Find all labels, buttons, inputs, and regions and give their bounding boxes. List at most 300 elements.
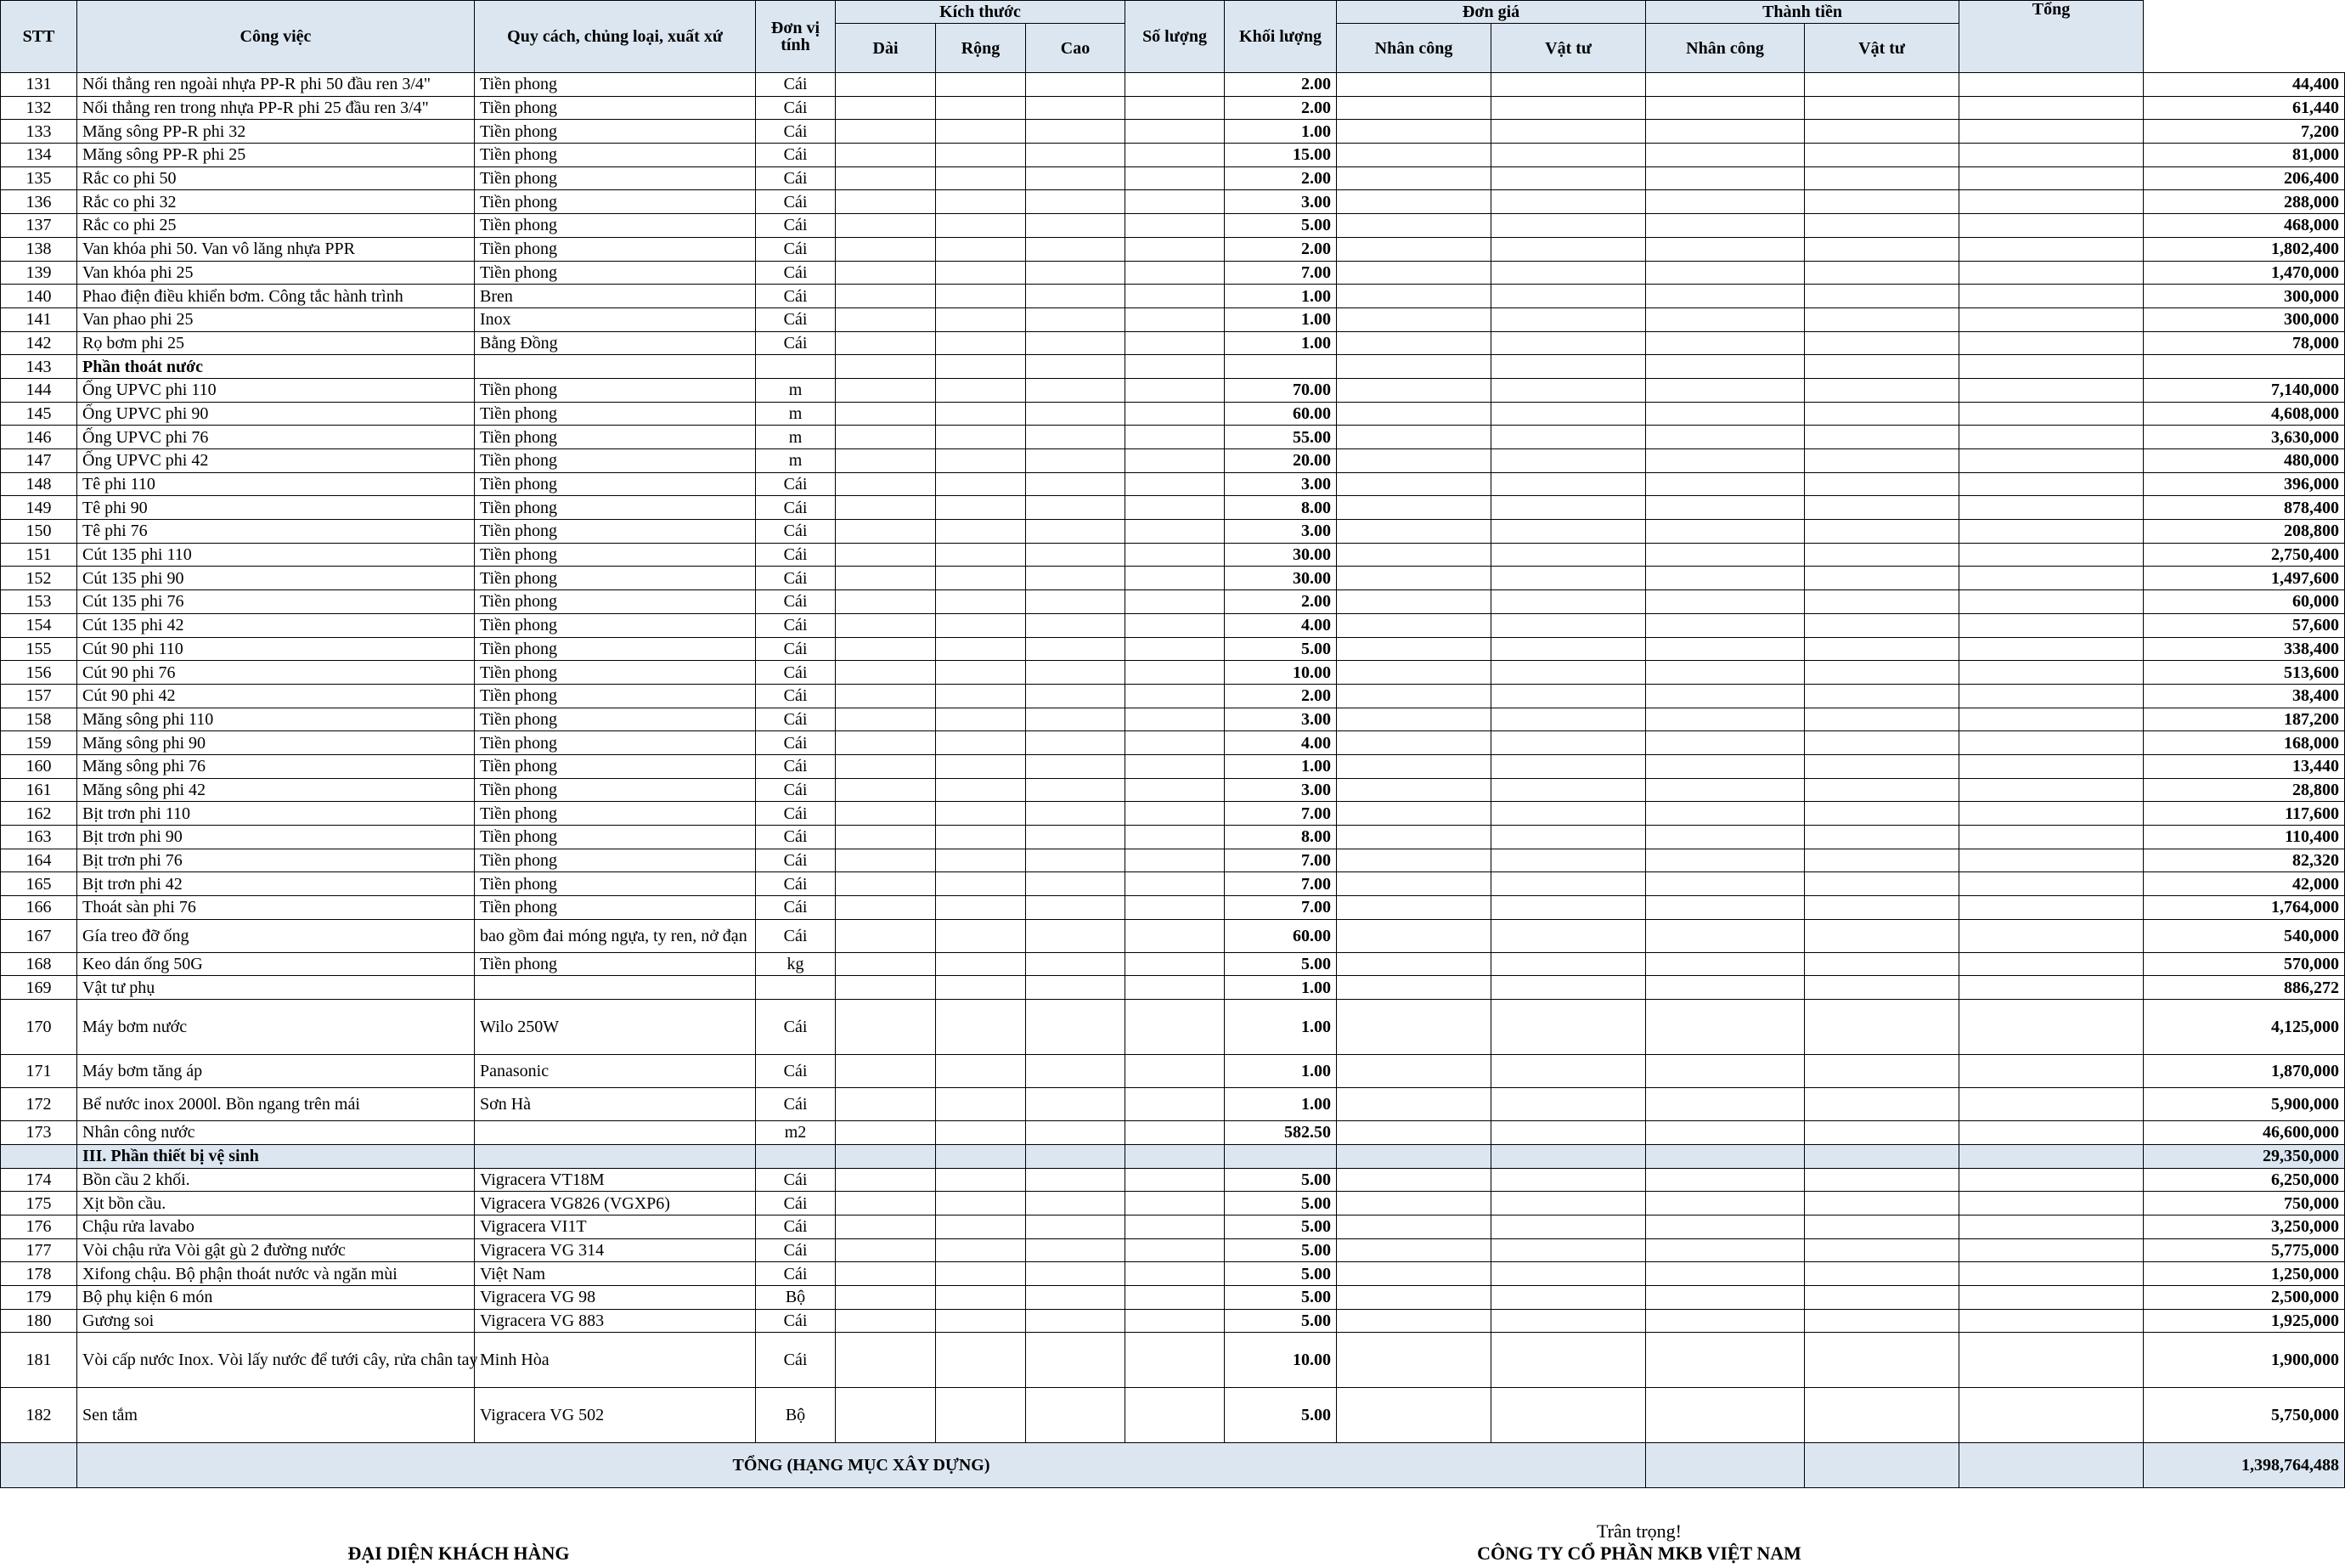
table-row	[1, 567, 2345, 590]
row-quy-cach: Inox	[475, 307, 756, 331]
row-stt: 182	[1, 1388, 77, 1443]
row-quy-cach: Tiền phong	[475, 96, 756, 120]
row-stt: 142	[1, 331, 77, 355]
row-tong: 3,630,000	[2144, 426, 2345, 449]
row-khoi-luong: 1.00	[1225, 1088, 1337, 1121]
row-quy-cach: Tiền phong	[475, 378, 756, 402]
row-tong: 4,125,000	[2144, 1000, 2345, 1055]
table-row	[1, 402, 2345, 426]
row-quy-cach: Tiền phong	[475, 426, 756, 449]
table-row	[1, 849, 2345, 872]
row-tong: 480,000	[2144, 449, 2345, 473]
row-cong-viec: Nhân công nước	[77, 1121, 475, 1145]
row-tong: 44,400	[2144, 73, 2345, 97]
row-quy-cach	[475, 976, 756, 1000]
row-cong-viec: Bịt trơn phi 110	[77, 802, 475, 826]
row-quy-cach: Tiền phong	[475, 261, 756, 285]
table-row	[1, 190, 2345, 214]
table-row	[1, 661, 2345, 685]
row-tong: 7,200	[2144, 120, 2345, 144]
row-tong: 1,802,400	[2144, 237, 2345, 261]
col-thanh-tien-vat-tu: Vật tư	[1805, 24, 1959, 73]
row-quy-cach: Tiền phong	[475, 778, 756, 802]
row-khoi-luong: 7.00	[1225, 849, 1337, 872]
row-stt: 134	[1, 144, 77, 167]
col-don-gia-vat-tu: Vật tư	[1491, 24, 1646, 73]
row-don-vi: Cái	[756, 826, 836, 849]
row-don-vi: Cái	[756, 520, 836, 544]
row-don-vi: Bộ	[756, 1388, 836, 1443]
row-stt: 168	[1, 952, 77, 976]
row-don-vi: Cái	[756, 96, 836, 120]
table-row	[1, 1333, 2345, 1388]
row-tong: 3,250,000	[2144, 1215, 2345, 1238]
row-khoi-luong: 2.00	[1225, 73, 1337, 97]
table-row	[1, 378, 2345, 402]
row-stt: 149	[1, 496, 77, 520]
row-khoi-luong: 10.00	[1225, 661, 1337, 685]
table-row	[1, 214, 2345, 238]
table-row	[1, 872, 2345, 896]
row-stt: 175	[1, 1192, 77, 1215]
row-tong: 288,000	[2144, 190, 2345, 214]
row-stt: 178	[1, 1262, 77, 1286]
table-row	[1, 708, 2345, 731]
row-khoi-luong: 10.00	[1225, 1333, 1337, 1388]
row-stt: 180	[1, 1309, 77, 1333]
row-quy-cach: Vigracera VG 98	[475, 1285, 756, 1309]
row-stt: 150	[1, 520, 77, 544]
table-row	[1, 331, 2345, 355]
row-khoi-luong: 7.00	[1225, 896, 1337, 920]
row-khoi-luong: 582.50	[1225, 1121, 1337, 1145]
row-don-vi: Cái	[756, 896, 836, 920]
row-khoi-luong: 7.00	[1225, 261, 1337, 285]
row-quy-cach: Tiền phong	[475, 590, 756, 614]
row-don-vi: Cái	[756, 543, 836, 567]
row-cong-viec: Bịt trơn phi 42	[77, 872, 475, 896]
row-don-vi: Cái	[756, 144, 836, 167]
row-cong-viec: Măng sông phi 110	[77, 708, 475, 731]
row-quy-cach: Tiền phong	[475, 214, 756, 238]
row-cong-viec: Măng sông PP-R phi 25	[77, 144, 475, 167]
row-quy-cach	[475, 1121, 756, 1145]
row-don-vi: Cái	[756, 1055, 836, 1088]
row-khoi-luong: 5.00	[1225, 637, 1337, 661]
row-khoi-luong: 60.00	[1225, 402, 1337, 426]
col-kich-thuoc: Kích thước	[836, 1, 1125, 24]
row-khoi-luong: 5.00	[1225, 1285, 1337, 1309]
row-tong: 5,900,000	[2144, 1088, 2345, 1121]
row-cong-viec: Gương soi	[77, 1309, 475, 1333]
row-cong-viec: Sen tắm	[77, 1388, 475, 1443]
col-khoi-luong: Khối lượng	[1225, 1, 1337, 73]
row-don-vi: Cái	[756, 1088, 836, 1121]
row-don-vi: m	[756, 402, 836, 426]
row-tong: 6,250,000	[2144, 1168, 2345, 1192]
row-khoi-luong: 4.00	[1225, 731, 1337, 755]
row-quy-cach: Tiền phong	[475, 520, 756, 544]
table-row	[1, 1309, 2345, 1333]
row-tong: 4,608,000	[2144, 402, 2345, 426]
table-row	[1, 1238, 2345, 1262]
row-khoi-luong: 5.00	[1225, 214, 1337, 238]
table-row	[1, 1088, 2345, 1121]
row-quy-cach: Tiền phong	[475, 237, 756, 261]
row-don-vi: Cái	[756, 1262, 836, 1286]
row-stt: 154	[1, 613, 77, 637]
table-row	[1, 731, 2345, 755]
table-row	[1, 826, 2345, 849]
row-cong-viec: Máy bơm tăng áp	[77, 1055, 475, 1088]
row-quy-cach: Sơn Hà	[475, 1088, 756, 1121]
row-khoi-luong: 3.00	[1225, 778, 1337, 802]
row-tong: 208,800	[2144, 520, 2345, 544]
row-khoi-luong: 55.00	[1225, 426, 1337, 449]
table-row	[1, 1262, 2345, 1286]
row-khoi-luong: 1.00	[1225, 976, 1337, 1000]
row-tong: 570,000	[2144, 952, 2345, 976]
row-stt: 139	[1, 261, 77, 285]
row-stt: 147	[1, 449, 77, 473]
row-khoi-luong: 5.00	[1225, 1215, 1337, 1238]
row-cong-viec: Nối thẳng ren trong nhựa PP-R phi 25 đầu ren 3/4"	[77, 96, 475, 120]
row-khoi-luong: 30.00	[1225, 567, 1337, 590]
row-stt: 157	[1, 684, 77, 708]
table-row	[1, 355, 2345, 379]
row-khoi-luong: 2.00	[1225, 166, 1337, 190]
row-stt: 181	[1, 1333, 77, 1388]
row-khoi-luong: 60.00	[1225, 919, 1337, 952]
row-tong: 2,500,000	[2144, 1285, 2345, 1309]
row-khoi-luong: 5.00	[1225, 1192, 1337, 1215]
row-khoi-luong: 5.00	[1225, 1309, 1337, 1333]
row-stt: 159	[1, 731, 77, 755]
row-stt: 163	[1, 826, 77, 849]
row-cong-viec: Chậu rửa lavabo	[77, 1215, 475, 1238]
row-stt: 148	[1, 472, 77, 496]
row-stt: 133	[1, 120, 77, 144]
row-cong-viec: Măng sông phi 42	[77, 778, 475, 802]
row-stt: 170	[1, 1000, 77, 1055]
row-quy-cach: Tiền phong	[475, 708, 756, 731]
row-tong: 1,900,000	[2144, 1333, 2345, 1388]
row-don-vi: Cái	[756, 872, 836, 896]
table-row	[1, 261, 2345, 285]
table-row	[1, 73, 2345, 97]
col-quy-cach: Quy cách, chủng loại, xuất xứ	[475, 1, 756, 73]
row-tong: 46,600,000	[2144, 1121, 2345, 1145]
row-stt: 167	[1, 919, 77, 952]
table-row	[1, 449, 2345, 473]
row-tong: 38,400	[2144, 684, 2345, 708]
row-cong-viec: Cút 90 phi 76	[77, 661, 475, 685]
row-quy-cach: Wilo 250W	[475, 1000, 756, 1055]
row-quy-cach: Tiền phong	[475, 661, 756, 685]
row-don-vi: m	[756, 426, 836, 449]
row-don-vi: Cái	[756, 1309, 836, 1333]
row-cong-viec: Măng sông phi 90	[77, 731, 475, 755]
row-khoi-luong: 20.00	[1225, 449, 1337, 473]
col-don-gia-nhan-cong: Nhân công	[1337, 24, 1491, 73]
row-cong-viec: Vòi chậu rửa Vòi gật gù 2 đường nước	[77, 1238, 475, 1262]
row-quy-cach: Tiền phong	[475, 166, 756, 190]
row-tong: 540,000	[2144, 919, 2345, 952]
row-don-vi: Cái	[756, 919, 836, 952]
row-tong: 42,000	[2144, 872, 2345, 896]
row-stt: 132	[1, 96, 77, 120]
row-cong-viec: Vật tư phụ	[77, 976, 475, 1000]
table-row	[1, 426, 2345, 449]
row-khoi-luong: 70.00	[1225, 378, 1337, 402]
row-khoi-luong: 2.00	[1225, 590, 1337, 614]
row-quy-cach	[475, 1144, 756, 1168]
row-khoi-luong: 1.00	[1225, 307, 1337, 331]
row-quy-cach: Bren	[475, 285, 756, 308]
table-row	[1, 1215, 2345, 1238]
row-cong-viec: Bịt trơn phi 76	[77, 849, 475, 872]
row-khoi-luong: 1.00	[1225, 331, 1337, 355]
row-tong: 1,764,000	[2144, 896, 2345, 920]
row-khoi-luong: 2.00	[1225, 96, 1337, 120]
row-don-vi: Cái	[756, 472, 836, 496]
row-tong: 300,000	[2144, 307, 2345, 331]
row-cong-viec: Bồn cầu 2 khối.	[77, 1168, 475, 1192]
row-tong: 81,000	[2144, 144, 2345, 167]
table-row	[1, 1285, 2345, 1309]
section-row	[1, 1144, 2345, 1168]
row-tong: 168,000	[2144, 731, 2345, 755]
row-stt: 143	[1, 355, 77, 379]
row-cong-viec: Phao điện điều khiển bơm. Công tắc hành trình	[77, 285, 475, 308]
row-tong: 57,600	[2144, 613, 2345, 637]
row-quy-cach: Tiền phong	[475, 802, 756, 826]
row-khoi-luong: 3.00	[1225, 708, 1337, 731]
row-cong-viec: Máy bơm nước	[77, 1000, 475, 1055]
table-row	[1, 754, 2345, 778]
row-don-vi: m2	[756, 1121, 836, 1145]
row-cong-viec: Bịt trơn phi 90	[77, 826, 475, 849]
row-stt: 179	[1, 1285, 77, 1309]
row-quy-cach: Vigracera VG826 (VGXP6)	[475, 1192, 756, 1215]
table-row	[1, 1121, 2345, 1145]
row-tong: 468,000	[2144, 214, 2345, 238]
row-khoi-luong: 3.00	[1225, 520, 1337, 544]
col-don-gia: Đơn giá	[1337, 1, 1646, 24]
row-quy-cach: Tiền phong	[475, 120, 756, 144]
row-stt: 162	[1, 802, 77, 826]
row-cong-viec: Măng sông phi 76	[77, 754, 475, 778]
row-cong-viec: Ống UPVC phi 42	[77, 449, 475, 473]
row-don-vi: Cái	[756, 214, 836, 238]
row-quy-cach: Tiền phong	[475, 849, 756, 872]
row-khoi-luong: 8.00	[1225, 826, 1337, 849]
header-row-1	[1, 1, 2345, 24]
row-tong: 5,750,000	[2144, 1388, 2345, 1443]
row-khoi-luong: 2.00	[1225, 684, 1337, 708]
row-tong: 750,000	[2144, 1192, 2345, 1215]
col-rong: Rộng	[936, 24, 1026, 73]
row-don-vi: Cái	[756, 331, 836, 355]
row-tong	[2144, 355, 2345, 379]
row-stt: 166	[1, 896, 77, 920]
row-don-vi: kg	[756, 952, 836, 976]
row-quy-cach: Việt Nam	[475, 1262, 756, 1286]
row-cong-viec: Cút 135 phi 42	[77, 613, 475, 637]
table-row	[1, 520, 2345, 544]
row-stt: 137	[1, 214, 77, 238]
row-cong-viec: Ống UPVC phi 110	[77, 378, 475, 402]
row-khoi-luong: 8.00	[1225, 496, 1337, 520]
row-cong-viec: Tê phi 110	[77, 472, 475, 496]
row-don-vi: Cái	[756, 567, 836, 590]
row-cong-viec: III. Phần thiết bị vệ sinh	[77, 1144, 475, 1168]
row-quy-cach: Panasonic	[475, 1055, 756, 1088]
row-khoi-luong: 5.00	[1225, 1238, 1337, 1262]
row-quy-cach: Tiền phong	[475, 543, 756, 567]
table-row	[1, 778, 2345, 802]
row-quy-cach: Tiền phong	[475, 826, 756, 849]
row-tong: 1,497,600	[2144, 567, 2345, 590]
row-cong-viec: Cút 135 phi 90	[77, 567, 475, 590]
row-tong: 2,750,400	[2144, 543, 2345, 567]
row-stt: 169	[1, 976, 77, 1000]
row-stt: 140	[1, 285, 77, 308]
row-khoi-luong: 3.00	[1225, 190, 1337, 214]
row-cong-viec: Tê phi 90	[77, 496, 475, 520]
row-tong: 300,000	[2144, 285, 2345, 308]
row-cong-viec: Van khóa phi 25	[77, 261, 475, 285]
row-don-vi: Cái	[756, 849, 836, 872]
row-tong: 187,200	[2144, 708, 2345, 731]
row-tong: 206,400	[2144, 166, 2345, 190]
row-don-vi	[756, 976, 836, 1000]
row-don-vi: Cái	[756, 237, 836, 261]
row-don-vi: Cái	[756, 307, 836, 331]
row-quy-cach: Vigracera VG 314	[475, 1238, 756, 1262]
row-khoi-luong: 1.00	[1225, 1000, 1337, 1055]
table-row	[1, 896, 2345, 920]
table-row	[1, 307, 2345, 331]
table-row	[1, 96, 2345, 120]
row-khoi-luong: 3.00	[1225, 472, 1337, 496]
table-row	[1, 496, 2345, 520]
row-tong: 28,800	[2144, 778, 2345, 802]
row-tong: 1,250,000	[2144, 1262, 2345, 1286]
grand-total-row	[1, 1443, 2345, 1488]
row-don-vi: Cái	[756, 1238, 836, 1262]
row-cong-viec: Nối thẳng ren ngoài nhựa PP-R phi 50 đầu ren 3/4"	[77, 73, 475, 97]
table-row	[1, 976, 2345, 1000]
col-thanh-tien-nhan-cong: Nhân công	[1646, 24, 1805, 73]
row-tong: 60,000	[2144, 590, 2345, 614]
footer-regards: Trân trọng!	[1596, 1520, 1683, 1542]
row-quy-cach: Bằng Đồng	[475, 331, 756, 355]
row-stt: 172	[1, 1088, 77, 1121]
table-row	[1, 952, 2345, 976]
row-don-vi: Cái	[756, 661, 836, 685]
row-don-vi: Cái	[756, 754, 836, 778]
row-don-vi: Cái	[756, 590, 836, 614]
row-stt: 141	[1, 307, 77, 331]
row-quy-cach: Vigracera VT18M	[475, 1168, 756, 1192]
row-don-vi: Bộ	[756, 1285, 836, 1309]
row-tong: 29,350,000	[2144, 1144, 2345, 1168]
row-tong: 886,272	[2144, 976, 2345, 1000]
row-cong-viec: Gía treo đỡ ống	[77, 919, 475, 952]
row-tong: 7,140,000	[2144, 378, 2345, 402]
row-stt: 164	[1, 849, 77, 872]
row-stt: 155	[1, 637, 77, 661]
row-stt: 146	[1, 426, 77, 449]
row-stt: 176	[1, 1215, 77, 1238]
row-quy-cach: Vigracera VG 883	[475, 1309, 756, 1333]
row-stt: 135	[1, 166, 77, 190]
row-don-vi: Cái	[756, 1333, 836, 1388]
table-row	[1, 590, 2345, 614]
row-khoi-luong: 1.00	[1225, 1055, 1337, 1088]
row-khoi-luong: 7.00	[1225, 872, 1337, 896]
row-quy-cach: Tiền phong	[475, 567, 756, 590]
row-stt: 158	[1, 708, 77, 731]
row-khoi-luong: 4.00	[1225, 613, 1337, 637]
row-quy-cach: Tiền phong	[475, 402, 756, 426]
table-row	[1, 120, 2345, 144]
row-cong-viec: Rắc co phi 32	[77, 190, 475, 214]
table-row	[1, 237, 2345, 261]
table-row	[1, 802, 2345, 826]
row-quy-cach: Tiền phong	[475, 731, 756, 755]
col-cao: Cao	[1026, 24, 1125, 73]
row-don-vi: Cái	[756, 1168, 836, 1192]
col-tong: Tổng	[1959, 1, 2144, 73]
row-don-vi	[756, 1144, 836, 1168]
row-cong-viec: Ống UPVC phi 90	[77, 402, 475, 426]
row-cong-viec: Măng sông PP-R phi 32	[77, 120, 475, 144]
row-khoi-luong: 5.00	[1225, 952, 1337, 976]
row-tong: 1,870,000	[2144, 1055, 2345, 1088]
row-khoi-luong: 15.00	[1225, 144, 1337, 167]
row-don-vi: Cái	[756, 731, 836, 755]
row-quy-cach: Tiền phong	[475, 190, 756, 214]
row-don-vi	[756, 355, 836, 379]
table-row	[1, 613, 2345, 637]
row-khoi-luong: 1.00	[1225, 285, 1337, 308]
row-stt: 151	[1, 543, 77, 567]
row-tong: 878,400	[2144, 496, 2345, 520]
row-tong: 338,400	[2144, 637, 2345, 661]
row-khoi-luong: 7.00	[1225, 802, 1337, 826]
row-stt: 145	[1, 402, 77, 426]
row-tong: 513,600	[2144, 661, 2345, 685]
row-tong: 117,600	[2144, 802, 2345, 826]
row-cong-viec: Bể nước inox 2000l. Bồn ngang trên mái	[77, 1088, 475, 1121]
row-cong-viec: Phần thoát nước	[77, 355, 475, 379]
row-tong: 82,320	[2144, 849, 2345, 872]
table-row	[1, 684, 2345, 708]
row-tong: 13,440	[2144, 754, 2345, 778]
row-quy-cach: Tiền phong	[475, 684, 756, 708]
row-khoi-luong	[1225, 1144, 1337, 1168]
row-tong: 110,400	[2144, 826, 2345, 849]
row-don-vi: Cái	[756, 261, 836, 285]
row-cong-viec: Cút 90 phi 110	[77, 637, 475, 661]
row-don-vi: Cái	[756, 613, 836, 637]
row-cong-viec: Xịt bồn cầu.	[77, 1192, 475, 1215]
row-stt: 165	[1, 872, 77, 896]
row-don-vi: Cái	[756, 684, 836, 708]
row-quy-cach: Tiền phong	[475, 449, 756, 473]
